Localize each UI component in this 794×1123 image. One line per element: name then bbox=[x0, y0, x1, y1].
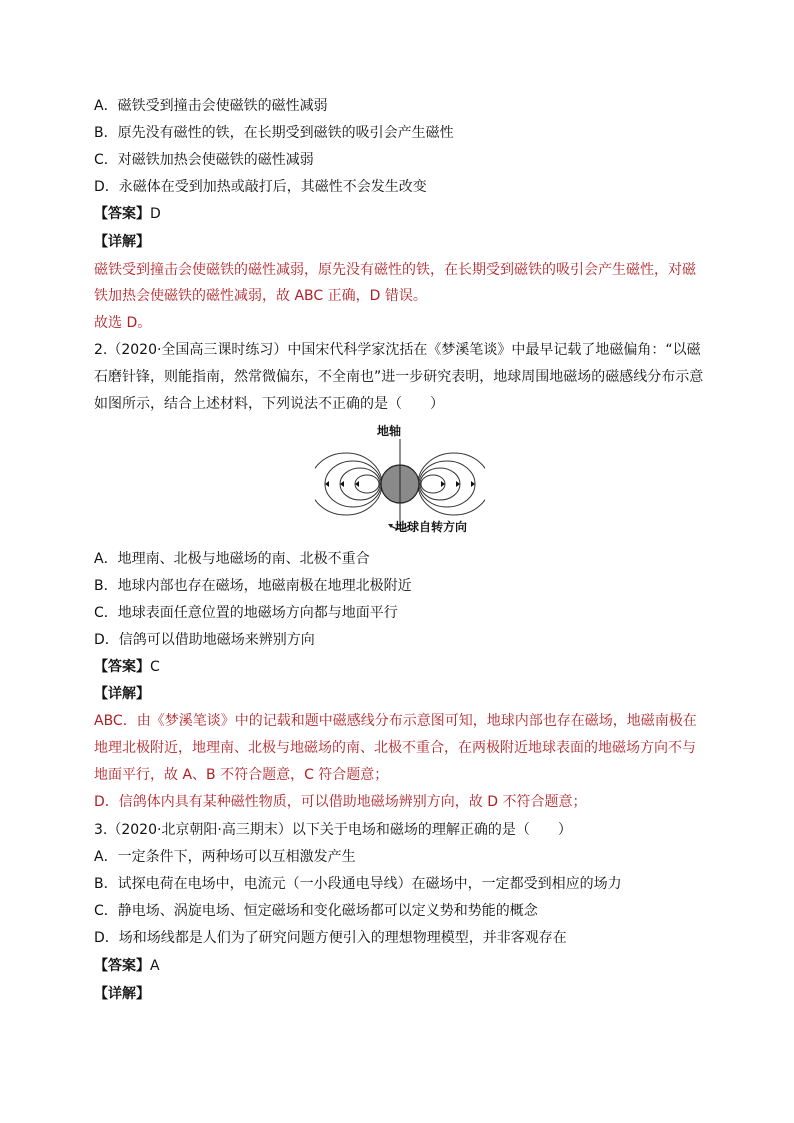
q3-answer bbox=[94, 956, 160, 976]
q3-option-a: A．一定条件下，两种场可以互相激发产生 bbox=[94, 849, 356, 865]
q2-answer bbox=[94, 657, 160, 677]
q2-stem-line-1: 2.（2020·全国高三课时练习）中国宋代科学家沈括在《梦溪笔谈》中最早记载了地磁偏角：“以磁 bbox=[94, 342, 701, 358]
q2-detail-line-2: 地理北极附近，地理南、北极与地磁场的南、北极不重合，在两极附近地球表面的地磁场方向不与 bbox=[94, 740, 696, 756]
q3-option-c: C．静电场、涡旋电场、恒定磁场和变化磁场都可以定义势和势能的概念 bbox=[94, 903, 538, 919]
q2-option-b: B．地球内部也存在磁场，地磁南极在地理北极附近 bbox=[94, 578, 412, 594]
q2-option-d: D．信鸽可以借助地磁场来辨别方向 bbox=[94, 632, 315, 648]
q2-option-c: C．地球表面任意位置的地磁场方向都与地面平行 bbox=[94, 605, 398, 621]
q2-detail-line-3: 地面平行，故 A、B 不符合题意，C 符合题意； bbox=[94, 767, 389, 783]
q1-option-c: C．对磁铁加热会使磁铁的磁性减弱 bbox=[94, 152, 314, 168]
q1-detail-tag: 【详解】 bbox=[94, 234, 150, 250]
answer-tag: 【答案】 bbox=[94, 958, 150, 974]
q1-conclusion: 故选 D。 bbox=[94, 315, 152, 331]
q1-option-b: B．原先没有磁性的铁，在长期受到磁铁的吸引会产生磁性 bbox=[94, 125, 454, 141]
q3-detail-tag: 【详解】 bbox=[94, 986, 150, 1002]
q3-option-d: D．场和场线都是人们为了研究问题方便引入的理想物理模型，并非客观存在 bbox=[94, 930, 567, 946]
q2-stem-line-3: 如图所示，结合上述材料，下列说法不正确的是（ ） bbox=[94, 396, 444, 412]
answer-tag: 【答案】 bbox=[94, 206, 150, 222]
q1-detail-line-2: 铁加热会使磁铁的磁性减弱，故 ABC 正确，D 错误。 bbox=[94, 288, 427, 304]
q3-option-b: B．试探电荷在电场中，电流元（一小段通电导线）在磁场中，一定都受到相应的场力 bbox=[94, 876, 622, 892]
q1-option-d: D．永磁体在受到加热或敲打后，其磁性不会发生改变 bbox=[94, 179, 427, 195]
figure-label-rotation: 地球自转方向 bbox=[395, 520, 468, 534]
answer-value: C bbox=[150, 659, 160, 675]
q1-answer bbox=[94, 204, 161, 224]
q2-stem-line-2: 石磨针锋，则能指南，然常微偏东，不全南也”进一步研究表明，地球周围地磁场的磁感线分布示意 bbox=[94, 369, 704, 385]
q2-detail-line-1: ABC．由《梦溪笔谈》中的记载和题中磁感线分布示意图可知，地球内部也存在磁场，地磁南极在 bbox=[94, 713, 697, 729]
q1-detail-line-1: 磁铁受到撞击会使磁铁的磁性减弱，原先没有磁性的铁，在长期受到磁铁的吸引会产生磁性，对磁 bbox=[94, 262, 696, 278]
answer-tag: 【答案】 bbox=[94, 659, 150, 675]
earth-magnetic-field-figure bbox=[315, 423, 485, 535]
answer-value: D bbox=[150, 206, 161, 222]
figure-label-axis: 地轴 bbox=[377, 424, 402, 438]
q3-stem: 3.（2020·北京朝阳·高三期末）以下关于电场和磁场的理解正确的是（ ） bbox=[94, 822, 572, 838]
q1-option-a: A．磁铁受到撞击会使磁铁的磁性减弱 bbox=[94, 98, 328, 114]
q2-detail-tag: 【详解】 bbox=[94, 686, 150, 702]
q2-option-a: A．地理南、北极与地磁场的南、北极不重合 bbox=[94, 551, 370, 567]
q2-detail-line-4: D．信鸽体内具有某种磁性物质，可以借助地磁场辨别方向，故 D 不符合题意； bbox=[94, 794, 587, 810]
answer-value: A bbox=[150, 958, 160, 974]
